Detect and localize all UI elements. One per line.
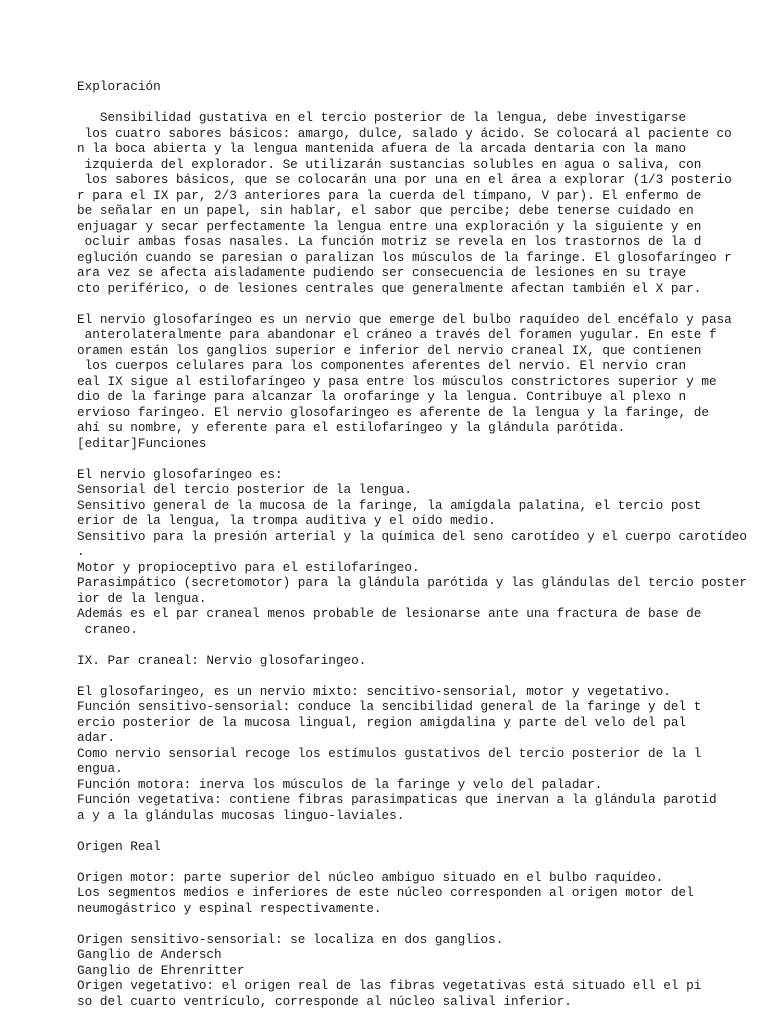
text-line: Además es el par craneal menos probable de lesionarse ante una fractura de base de (77, 606, 702, 621)
text-line: dio de la faringe para alcanzar la orofaringe y la lengua. Contribuye al plexo n (77, 389, 687, 404)
text-line: Origen sensitivo-sensorial: se localiza en dos ganglios. (77, 931, 504, 947)
text-line: . (77, 544, 85, 559)
text-line: eglución cuando se paresian o paralizan los músculos de la faringe. El glosofaríngeo r (77, 249, 732, 265)
text-line: so del cuarto ventrículo, corresponde al núcleo salival inferior. (77, 993, 572, 1009)
text-line: los cuatro sabores básicos: amargo, dulce, salado y ácido. Se colocará al paciente co (77, 125, 732, 141)
text-line: craneo. (77, 621, 138, 637)
text-line: cto periférico, o de lesiones centrales que generalmente afectan también el X par. (77, 280, 702, 296)
text-line: El nervio glosofaríngeo es: (77, 466, 283, 482)
text-line: enjuagar y secar perfectamente la lengua entre una exploración y la siguiente y en (77, 218, 702, 234)
text-line: engua. (77, 761, 123, 776)
text-line: anterolateralmente para abandonar el cráneo a través del foramen yugular. En este f (77, 327, 717, 342)
text-line: erior de la lengua, la trompa auditiva y el oído medio. (77, 513, 496, 528)
text-line: oramen están los ganglios superior e inferior del nervio craneal IX, que contienen (77, 342, 702, 358)
text-line: Ganglio de Ehrenritter (77, 962, 245, 978)
blank-line (77, 916, 763, 932)
text-line: Origen vegetativo: el origen real de las fibras vegetativas está situado ell el pi (77, 978, 702, 993)
text-line: Sensibilidad gustativa en el tercio posterior de la lengua, debe investigarse (77, 110, 687, 125)
text-line: Función motora: inerva los músculos de la faringe y velo del paladar. (77, 776, 603, 792)
text-line: n la boca abierta y la lengua mantenida afuera de la arcada dentaria con la mano (77, 141, 687, 156)
text-line: Origen motor: parte superior del núcleo ambiguo situado en el bulbo raquídeo. (77, 869, 664, 885)
text-line: ara vez se afecta aisladamente pudiendo ser consecuencia de lesiones en su traye (77, 265, 687, 280)
blank-line (77, 823, 763, 839)
text-line: ercio posterior de la mucosa lingual, region amigdalina y parte del velo del pal (77, 714, 687, 730)
blank-line (77, 296, 763, 312)
text-line: ocluir ambas fosas nasales. La función motriz se revela en los trastornos de la d (77, 234, 702, 249)
text-line: ahí su nombre, y eferente para el estilofaríngeo y la glándula parótida. (77, 420, 626, 435)
text-line: El nervio glosofaríngeo es un nervio que emerge del bulbo raquídeo del encéfalo y pasa (77, 311, 732, 327)
blank-line (77, 668, 763, 684)
text-line: ior de la lengua. (77, 590, 207, 606)
text-line: ervioso faríngeo. El nervio glosofaríngeo es aferente de la lengua y la faringe, de (77, 404, 709, 420)
blank-line (77, 637, 763, 653)
text-line: Parasimpático (secretomotor) para la glándula parótida y las glándulas del tercio poster (77, 575, 748, 590)
text-line: Exploración (77, 79, 161, 94)
text-line: El glosofaringeo, es un nervio mixto: sencitivo-sensorial, motor y vegetativo. (77, 683, 671, 699)
text-line: eal IX sigue al estilofaríngeo y pasa entre los músculos constrictores superior y me (77, 373, 717, 389)
blank-line (77, 854, 763, 870)
text-line: Sensitivo para la presión arterial y la química del seno carotídeo y el cuerpo carotídeo (77, 528, 748, 544)
text-line: r para el IX par, 2/3 anteriores para la cuerda del tímpano, V par). El enfermo de (77, 187, 702, 203)
text-line: IX. Par craneal: Nervio glosofaringeo. (77, 652, 367, 668)
text-line: los cuerpos celulares para los componentes aferentes del nervio. El nervio cran (77, 358, 687, 373)
text-line: izquierda del explorador. Se utilizarán sustancias solubles en agua o saliva, con (77, 156, 702, 172)
text-line: Función sensitivo-sensorial: conduce la sencibilidad general de la faringe y del t (77, 699, 702, 714)
text-line: Los segmentos medios e inferiores de este núcleo corresponden al origen motor del (77, 885, 694, 900)
text-line: a y a la glándulas mucosas linguo-laviales. (77, 807, 405, 823)
text-line: Origen Real (77, 838, 161, 854)
text-line: Función vegetativa: contiene fibras parasimpaticas que inervan a la glándula parotid (77, 792, 717, 807)
text-line: Sensorial del tercio posterior de la lengua. (77, 482, 413, 497)
blank-line (77, 95, 763, 111)
text-line: Como nervio sensorial recoge los estímulos gustativos del tercio posterior de la l (77, 745, 702, 761)
text-line: be señalar en un papel, sin hablar, el sabor que percibe; debe tenerse cuidado en (77, 203, 694, 218)
text-line: Ganglio de Andersch (77, 947, 222, 962)
text-line: neumogástrico y espinal respectivamente. (77, 900, 382, 916)
text-line: [editar]Funciones (77, 435, 207, 451)
text-line: Motor y propioceptivo para el estilofaríngeo. (77, 559, 420, 575)
text-line: los sabores básicos, que se colocarán una por una en el área a explorar (1/3 posterio (77, 172, 732, 187)
text-line: Sensitivo general de la mucosa de la faringe, la amígdala palatina, el tercio post (77, 497, 702, 513)
blank-line (77, 451, 763, 467)
document-text (77, 79, 763, 1009)
text-line: adar. (77, 730, 116, 745)
